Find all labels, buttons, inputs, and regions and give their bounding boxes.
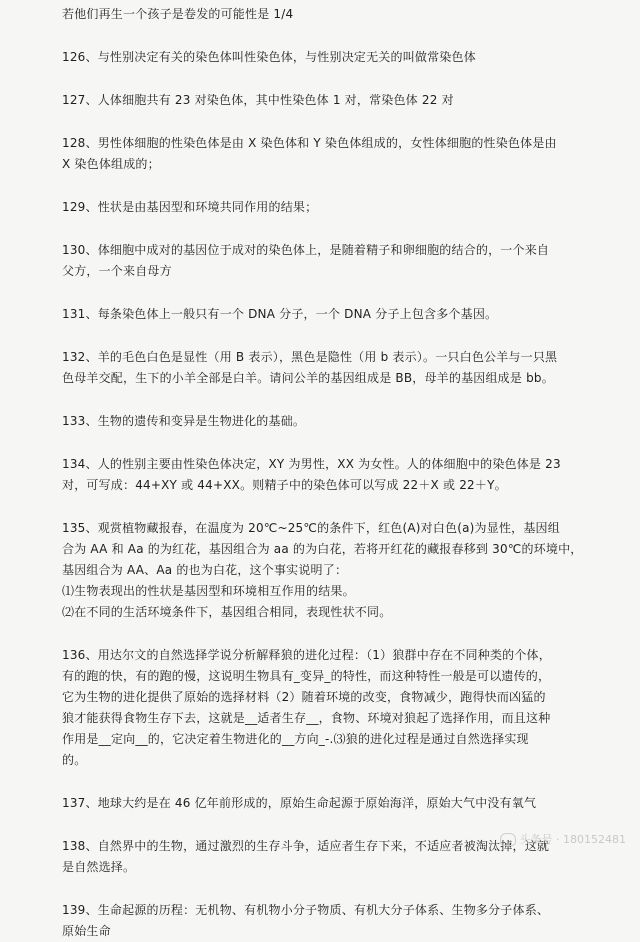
item-132 (62, 347, 614, 389)
item-130 (62, 240, 614, 282)
text-line: 原始生命 (62, 924, 111, 938)
text-line: 合为 AA 和 Aa 的为红花，基因组合为 aa 的为白花，若将开红花的藏报春移到 30℃的环境中， (62, 542, 583, 556)
text-line: 色母羊交配，生下的小羊全部是白羊。请问公羊的基因组成是 BB，母羊的基因组成是 bb。 (62, 371, 554, 385)
text-line: ⑴生物表现出的性状是基因型和环境相互作用的结果。 (62, 584, 355, 598)
item-127 (62, 90, 614, 111)
text-line: 作用是__定向__的，它决定着生物进化的__方向_-.⑶狼的进化过程是通过自然选择实现 (62, 732, 529, 746)
text-line: 的。 (62, 753, 87, 767)
text-line: 138、自然界中的生物，通过激烈的生存斗争，适应者生存下来，不适应者被淘汰掉，这就 (62, 839, 550, 853)
text-line: 139、生命起源的历程：无机物、有机物小分子物质、有机大分子体系、生物多分子体系、 (62, 903, 550, 917)
watermark-text: 头条号 · 180152481 (519, 833, 626, 846)
text-line: 131、每条染色体上一般只有一个 DNA 分子，一个 DNA 分子上包含多个基因。 (62, 307, 498, 321)
text-line: 134、人的性别主要由性染色体决定，XY 为男性，XX 为女性。人的体细胞中的染色体是 23 (62, 457, 561, 471)
item-133 (62, 411, 614, 432)
text-line: 基因组合为 AA、Aa 的也为白花，这个事实说明了： (62, 563, 348, 577)
item-139 (62, 900, 614, 942)
item-135 (62, 518, 614, 623)
text-line: 有的跑的快，有的跑的慢，这说明生物具有_变异_的特性，而这种特性一般是可以遗传的， (62, 669, 551, 683)
text-line: 132、羊的毛色白色是显性（用 B 表示），黑色是隐性（用 b 表示）。一只白色公羊与一只黑 (62, 350, 558, 364)
item-134 (62, 454, 614, 496)
text-line: 128、男性体细胞的性染色体是由 X 染色体和 Y 染色体组成的，女性体细胞的性染色体是由 (62, 136, 557, 150)
text-line: 父方，一个来自母方 (62, 264, 172, 278)
text-line: 136、用达尔文的自然选择学说分析解释狼的进化过程：（1）狼群中存在不同种类的个体， (62, 648, 551, 662)
item-136 (62, 645, 614, 771)
text-line: 126、与性别决定有关的染色体叫性染色体，与性别决定无关的叫做常染色体 (62, 50, 476, 64)
watermark (500, 831, 626, 847)
text-line: 对，可写成：44+XY 或 44+XX。则精子中的染色体可以写成 22＋X 或 22＋Y。 (62, 478, 507, 492)
item-137 (62, 793, 614, 814)
item-128 (62, 133, 614, 175)
text-line: 127、人体细胞共有 23 对染色体，其中性染色体 1 对，常染色体 22 对 (62, 93, 454, 107)
text-line: 133、生物的遗传和变异是生物进化的基础。 (62, 414, 306, 428)
text-line: 137、地球大约是在 46 亿年前形成的，原始生命起源于原始海洋，原始大气中没有氧气 (62, 796, 537, 810)
text-line: X 染色体组成的； (62, 157, 160, 171)
text-line: 若他们再生一个孩子是卷发的可能性是 1/4 (62, 7, 294, 21)
item-126 (62, 47, 614, 68)
item-125-tail (62, 4, 614, 25)
item-131 (62, 304, 614, 325)
text-line: 135、观赏植物藏报春，在温度为 20℃~25℃的条件下，红色(A)对白色(a)为显性，基因组 (62, 521, 560, 535)
item-129 (62, 197, 614, 218)
weibo-icon (500, 833, 516, 846)
text-line: 130、体细胞中成对的基因位于成对的染色体上，是随着精子和卵细胞的结合的，一个来自 (62, 243, 550, 257)
text-line: ⑵在不同的生活环境条件下，基因组合相同，表现性状不同。 (62, 605, 392, 619)
text-line: 129、性状是由基因型和环境共同作用的结果； (62, 200, 318, 214)
text-line: 它为生物的进化提供了原始的选择材料（2）随着环境的改变，食物减少，跑得快而凶猛的 (62, 690, 546, 704)
text-line: 是自然选择。 (62, 860, 136, 874)
text-line: 狼才能获得食物生存下去，这就是__适者生存__，食物、环境对狼起了选择作用，而且这种 (62, 711, 551, 725)
